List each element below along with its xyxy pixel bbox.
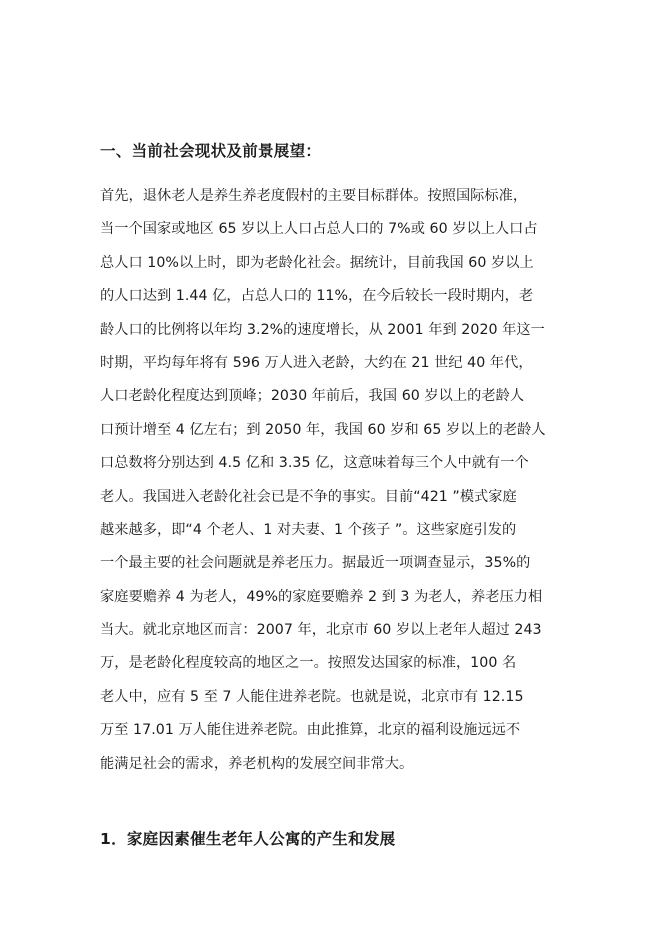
paragraph-line: 龄人口的比例将以年均 3.2%的速度增长，从 2001 年到 2020 年这一: [100, 321, 545, 338]
paragraph-line: 家庭要赡养 4 为老人，49%的家庭要赡养 2 到 3 为老人，养老压力相: [100, 588, 543, 605]
paragraph-line: 万至 17.01 万人能住进养老院。由此推算，北京的福利设施远远不: [100, 722, 521, 739]
subsection-heading: 1．家庭因素催生老年人公寓的产生和发展: [100, 830, 396, 848]
section-heading: 一、当前社会现状及前景展望：: [100, 142, 322, 160]
paragraph-line: 的人口达到 1.44 亿，占总人口的 11%，在今后较长一段时期内，老: [100, 288, 534, 305]
paragraph-line: 总人口 10%以上时，即为老龄化社会。据统计，目前我国 60 岁以上: [100, 254, 534, 271]
paragraph-line: 万，是老龄化程度较高的地区之一。按照发达国家的标准，100 名: [100, 655, 517, 672]
paragraph-line: 当一个国家或地区 65 岁以上人口占总人口的 7%或 60 岁以上人口占: [100, 221, 538, 238]
paragraph-line: 口总数将分别达到 4.5 亿和 3.35 亿，这意味着每三个人中就有一个: [100, 455, 529, 472]
paragraph-line: 口预计增至 4 亿左右；到 2050 年，我国 60 岁和 65 岁以上的老龄人: [100, 421, 546, 438]
paragraph-line: 当大。就北京地区而言：2007 年，北京市 60 岁以上老年人超过 243: [100, 622, 542, 639]
paragraph-line: 老人。我国进入老龄化社会已是不争的事实。目前“421 ”模式家庭: [100, 488, 517, 505]
paragraph-line: 人口老龄化程度达到顶峰；2030 年前后，我国 60 岁以上的老龄人: [100, 388, 525, 405]
paragraph-line: 越来越多，即“4 个老人、1 对夫妻、1 个孩子 ”。这些家庭引发的: [100, 521, 517, 538]
paragraph-line: 老人中，应有 5 至 7 人能住进养老院。也就是说，北京市有 12.15: [100, 688, 524, 705]
paragraph-line: 首先，退休老人是养生养老度假村的主要目标群体。按照国际标准，: [100, 188, 528, 204]
body-paragraph: [100, 180, 570, 781]
paragraph-line: 能满足社会的需求，养老机构的发展空间非常大。: [100, 755, 414, 772]
paragraph-line: 一个最主要的社会问题就是养老压力。据最近一项调查显示，35%的: [100, 555, 531, 572]
paragraph-line: 时期，平均每年将有 596 万人进入老龄，大约在 21 世纪 40 年代，: [100, 354, 533, 371]
